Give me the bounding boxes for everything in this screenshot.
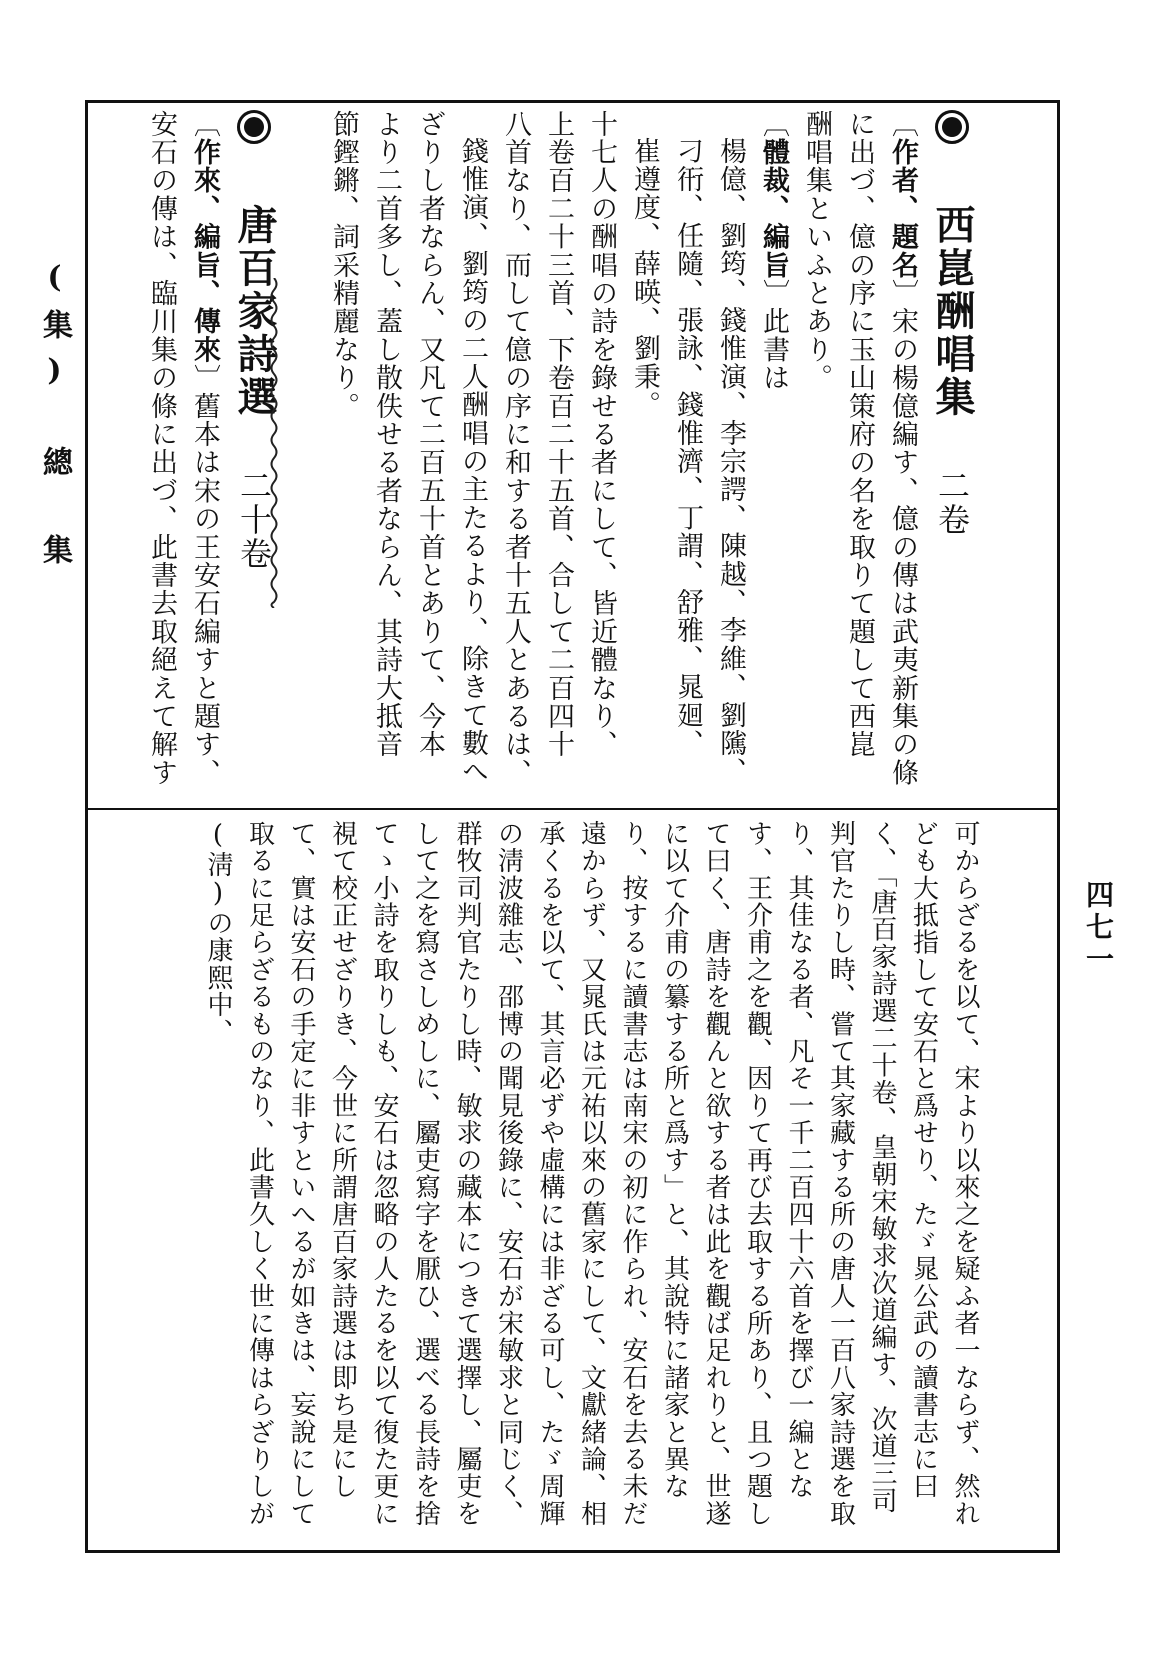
page-number: 四七一 [1082, 880, 1115, 976]
entry1-poets-line: 崔遵度、薛暎、劉秉。 [629, 137, 660, 419]
entry1-author-label: 〔 作者、題名 〕 [887, 110, 918, 307]
entry2-volumes: 二十卷 [235, 469, 273, 571]
upper-section [130, 110, 980, 800]
entry1-body-line: ざりし者ならん、又凡て二百五十首とありて、今本 [414, 110, 445, 759]
entry1-body-line: 錢惟演、劉筠の二人酬唱の主たるより、除きて數へ [457, 137, 488, 786]
lower-text: 可からざるを以て、宋より以來之を疑ふ者一ならず、然れども大抵指して安石と爲せり、たゞ晁公武の讀書志に曰く、「唐百家詩選二十卷、皇朝宋敏求次道編す、次道三司判官たりし時、嘗て其家藏する所の唐人一百八家詩選を取り、其佳なる者、凡そ一千二百四十六首を擇び一編となす、王介甫之を觀、因りて再び去取する所あり、且つ題して曰く、唐詩を觀んと欲する者は此を觀ば足れりと、世遂に以て介甫の纂する所と爲す」と、其說特に諸家と異なり、按するに讀書志は南宋の初に作られ、安石を去る未だ遠からず、又晁氏は元祐以來の舊家にして、文獻緒論、相承くるを以て、其言必ずや虛構には非ざる可し、たゞ周輝の淸波雜志、邵博の聞見後錄に、安石が宋敏求と同じく、群牧司判官たりし時、敏求の藏本につきて選擇し、屬吏をして之を寫さしめしに、屬吏寫字を厭ひ、選べる長詩を捨てゝ小詩を取りしも、安石は忽略の人たるを以て復た更に視て校正せざりき、今世に所謂唐百家詩選は即ち是にして、實は安石の手定に非すといへるが如きは、妄說にして取るに足らざるものなり、此書久しく世に傳はらざりしが(淸)の康熙中、 [203, 820, 980, 1528]
entry1-volumes: 二卷 [933, 469, 971, 537]
sidebar-label: (集) 總 集 [37, 260, 72, 578]
bullet-icon [935, 110, 969, 144]
entry1-poets-line: 刁衎、任隨、張詠、錢惟濟、丁謂、舒雅、晁廻、 [672, 137, 703, 758]
entry1-title: 西崑酬唱集 [929, 204, 976, 419]
entry2-label-line [183, 110, 226, 800]
bullet-icon [237, 110, 271, 144]
entry1-author-text: 宋の楊億編す、億の傳は武夷新集の條 [887, 307, 918, 787]
entry1-style-label: 〔 體裁、編旨 〕 [758, 110, 789, 307]
entry1-style-line [752, 110, 795, 800]
lower-section [100, 820, 985, 1540]
wavy-separator [268, 278, 280, 608]
entry2-text: 舊本は宋の王安石編すと題す、 [189, 392, 220, 787]
entry1-author-line [881, 110, 924, 800]
entry1-body-line: より二首多し、蓋し散佚せる者ならん、其詩大抵音 [371, 110, 402, 759]
entry1-body-line: 節鏗鏘、詞采精麗なり。 [328, 110, 359, 421]
entry1-body-line: 十七人の酬唱の詩を錄せる者にして、皆近體なり、 [586, 110, 617, 759]
entry2-text-line: 安石の傳は、臨川集の條に出づ、此書去取絕えて解す [146, 110, 177, 787]
entry1-poets-line: 楊億、劉筠、錢惟演、李宗諤、陳越、李維、劉隲、 [715, 137, 746, 786]
entry1-text-line: 酬唱集といふとあり。 [801, 110, 832, 392]
entry1-heading [924, 110, 980, 800]
entry2-label: 〔 作來、編旨、傳來 〕 [189, 110, 220, 392]
entry2-title: 唐百家詩選 [231, 204, 278, 419]
section-divider [88, 808, 1057, 810]
entry1-text-line: に出づ、億の序に玉山策府の名を取りて題して西崑 [844, 110, 875, 759]
entry1-body-line: 八首なり、而して億の序に和する者十五人とあるは、 [500, 110, 531, 787]
spacer [282, 110, 322, 800]
entry1-style-text: 此書は [758, 307, 789, 393]
entry1-body-line: 上卷百二十三首、下卷百二十五首、合して二百四十 [543, 110, 574, 759]
